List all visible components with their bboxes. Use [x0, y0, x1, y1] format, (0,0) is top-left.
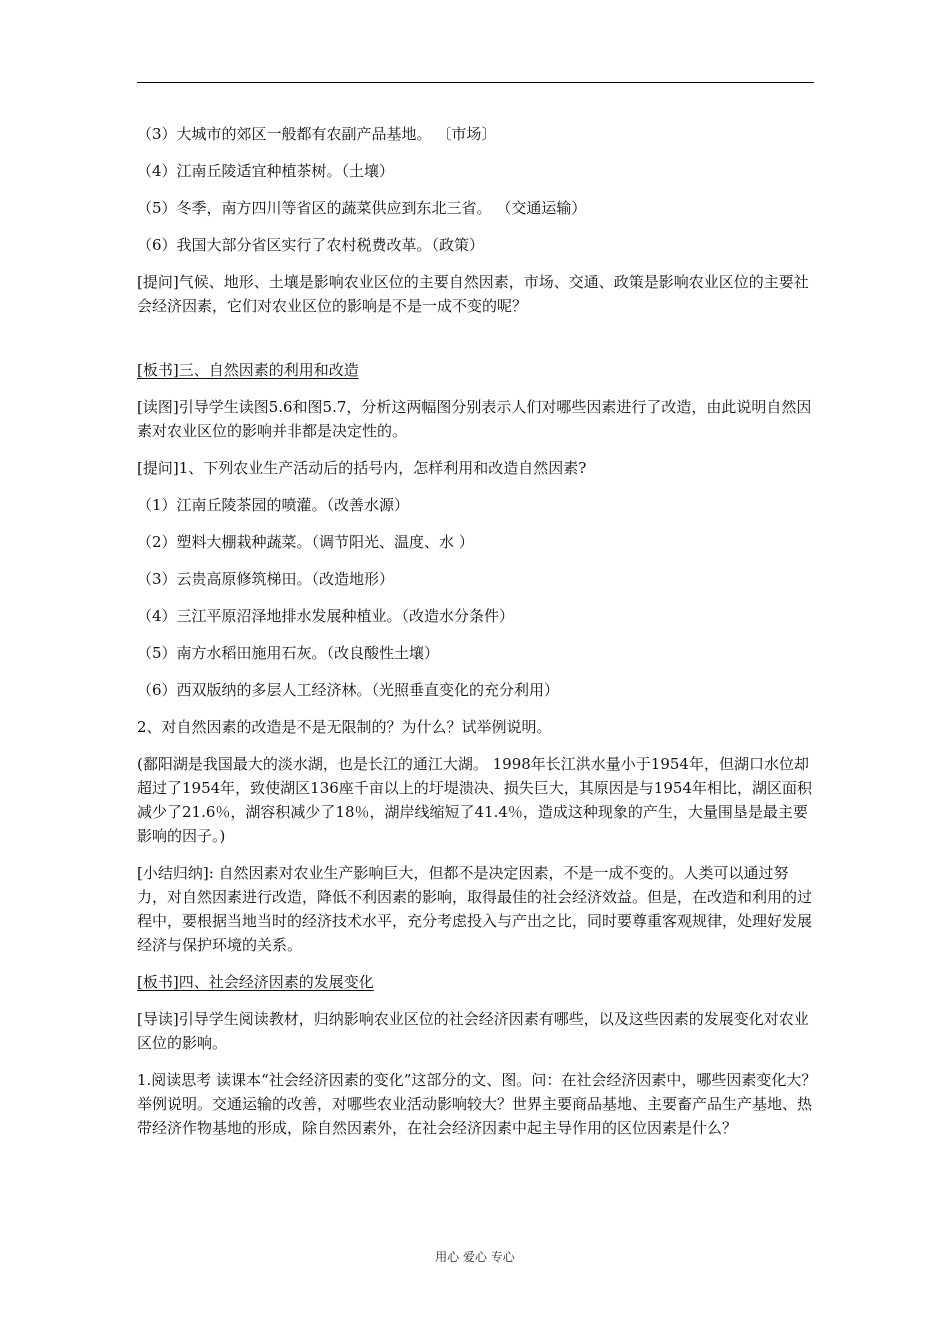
- list-item: （4）江南丘陵适宜种植茶树。（土壤）: [137, 162, 395, 180]
- blank-gap: [137, 331, 817, 358]
- question-paragraph: [提问]气候、地形、土壤是影响农业区位的主要自然因素，市场、交通、政策是影响农业区位的主要社会经济因素，它们对农业区位的影响是不是一成不变的呢？: [137, 273, 809, 315]
- list-item: （3）云贵高原修筑梯田。（改造地形）: [137, 570, 395, 588]
- list-item: （2）塑料大棚栽种蔬菜。（调节阳光、温度、水 ）: [137, 533, 474, 551]
- read-figure-paragraph: [读图]引导学生读图5.6和图5.7，分析这两幅图分别表示人们对哪些因素进行了改造，由此说明自然因素对农业区位的影响并非都是决定性的。: [137, 398, 812, 440]
- guide-read-paragraph: [导读]引导学生阅读教材，归纳影响农业区位的社会经济因素有哪些，以及这些因素的发展变化对农业区位的影响。: [137, 1010, 809, 1052]
- question-paragraph: [提问]1、下列农业生产活动后的括号内，怎样利用和改造自然因素?: [137, 459, 587, 477]
- list-item: （5）南方水稻田施用石灰。（改良酸性土壤）: [137, 644, 440, 662]
- list-item: （4）三江平原沼泽地排水发展种植业。（改造水分条件）: [137, 607, 515, 625]
- list-item: （6）我国大部分省区实行了农村税费改革。（政策）: [137, 236, 485, 254]
- summary-paragraph: [小结归纳]: 自然因素对农业生产影响巨大，但都不是决定因素，不是一成不变的。人类可以通过努力，对自然因素进行改造，降低不利因素的影响，取得最佳的社会经济效益。但是，在改造和利用的过程中，要根据当地当时的经济技术水平，充分考虑投入与产出之比，同时要尊重客观规律，处理好发展经济与保护环境的关系。: [137, 864, 813, 954]
- list-item: （3）大城市的郊区一般都有农副产品基地。 〔市场〕: [137, 125, 497, 143]
- question-paragraph: 2、对自然因素的改造是不是无限制的？为什么？试举例说明。: [137, 718, 552, 736]
- section-heading-4: [板书]四、社会经济因素的发展变化: [137, 973, 374, 991]
- section-heading-3: [板书]三、自然因素的利用和改造: [137, 361, 359, 379]
- page-footer: 用心 爱心 专心: [435, 1250, 515, 1264]
- example-paragraph: (鄱阳湖是我国最大的淡水湖，也是长江的通江大湖。 1998年长江洪水量小于1954年，但湖口水位却超过了1954年，致使湖区136座千亩以上的圩堤溃决、损失巨大，其原因是与1954年相比，湖区面积减少了21.6％，湖容积减少了18％，湖岸线缩短了41.4％，造成这种现象的产生，大量围垦是最主要影响的因子。): [137, 755, 812, 845]
- list-item: （6）西双版纳的多层人工经济林。（光照垂直变化的充分利用）: [137, 681, 560, 699]
- list-item: （5）冬季，南方四川等省区的蔬菜供应到东北三省。 （交通运输）: [137, 199, 587, 217]
- list-item: （1）江南丘陵茶园的喷灌。（改善水源）: [137, 496, 410, 514]
- document-body: [137, 122, 817, 1153]
- header-rule: [137, 82, 814, 83]
- reading-think-paragraph: 1.阅读思考 读课本“社会经济因素的变化”这部分的文、图。问：在社会经济因素中，哪些因素变化大？举例说明。交通运输的改善，对哪些农业活动影响较大？世界主要商品基地、主要畜产品生产基地、热带经济作物基地的形成，除自然因素外，在社会经济因素中起主导作用的区位因素是什么？: [137, 1071, 817, 1137]
